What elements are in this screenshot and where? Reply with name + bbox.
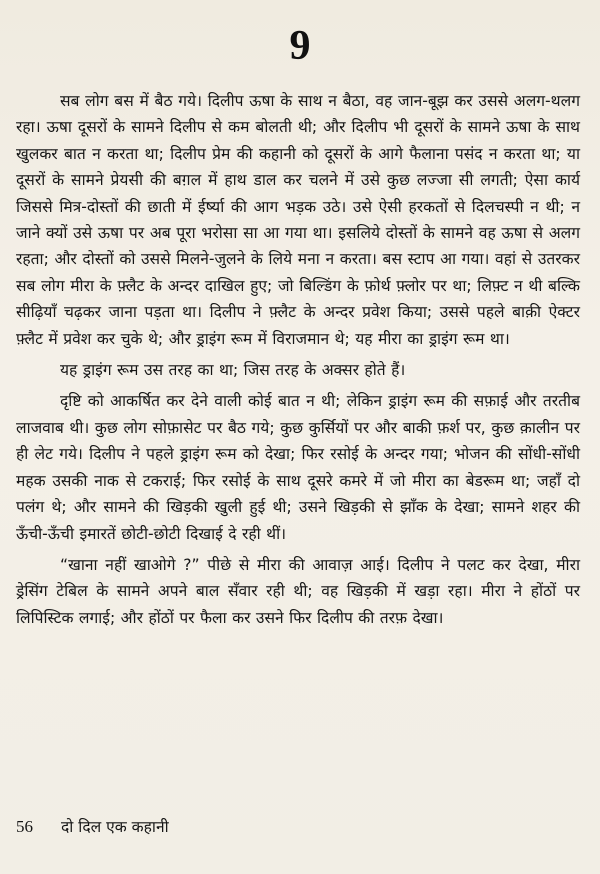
chapter-number: 9 <box>289 23 311 69</box>
page-footer <box>16 815 576 839</box>
page-number: 56 <box>16 817 33 836</box>
paragraph-4: “खाना नहीं खाओगे ?” पीछे से मीरा की आवाज़ आई। दिलीप ने पलट कर देखा, मीरा ड्रेसिंग टेबिल के सामने अपने बाल सँवार रही थी; वह खिड़की में खड़ा रहा। मीरा ने होंठों पर लिपिस्टिक लगाई; और होंठों पर फैला कर उसने फिर दिलीप की तरफ़ देखा। <box>16 555 580 627</box>
paragraph-1: सब लोग बस में बैठ गये। दिलीप ऊषा के साथ न बैठा, वह जान-बूझ कर उससे अलग-थलग रहा। ऊषा दूसरों के सामने दिलीप से कम बोलती थी; और दिलीप भी दूसरों के सामने ऊषा के साथ खुलकर बात न करता था; दिलीप प्रेम की कहानी को दूसरों के आगे फैलाना पसंद न करता था; या दूसरों के सामने प्रेयसी की बग़ल में हाथ डाल कर चलने में उसे कुछ लज्जा सी लगती; ऐसा कार्य जिससे मित्र-दोस्तों की छाती में ईर्ष्या की आग भड़क उठे। उसे ऐसी हरकतों से दिलचस्पी न थी; न जाने क्यों उसे ऊषा पर अब पूरा भरोसा सा आ गया था। इसलिये दोस्तों के सामने वह ऊषा से अलग रहता; और दोस्तों को उससे मिलने-जुलने के लिये मना न करता। बस स्टाप आ गया। वहां से उतरकर सब लोग मीरा के फ़्लैट के अन्दर दाखिल हुए; जो बिल्डिंग के फ़ोर्थ फ़्लोर पर था; लिफ़्ट न थी बल्कि सीढ़ियाँ चढ़कर जाना पड़ता था। दिलीप ने फ़्लैट के अन्दर प्रवेश किया; उससे पहले बाक़ी ऐक्टर फ़्लैट में प्रवेश कर चुके थे; और ड्राइंग रूम में विराजमान थे; यह मीरा का ड्राइंग रूम था। <box>16 92 580 348</box>
paragraph-2: यह ड्राइंग रूम उस तरह का था; जिस तरह के अक्सर होते हैं। <box>60 361 406 380</box>
body-text <box>16 88 580 631</box>
paragraph-3: दृष्टि को आकर्षित कर देने वाली कोई बात न थी; लेकिन ड्राइंग रूम की सफ़ाई और तरतीब लाजवाब थी। कुछ लोग सोफ़ासेट पर बैठ गये; कुछ कुर्सियों पर और बाकी फ़र्श पर, कुछ क़ालीन पर ही लेट गये। दिलीप ने पहले ड्राइंग रूम को देखा; फिर रसोई के अन्दर गया; भोजन की सोंधी-सोंधी महक उसकी नाक से टकराई; फिर रसोई के साथ दूसरे कमरे में जो मीरा का बेडरूम था; जहाँ दो पलंग थे; और सामने की खिड़की खुली हुई थी; उसने खिड़की से झाँक के देखा; सामने शहर की ऊँची-ऊँची इमारतें छोटी-छोटी दिखाई दे रही थीं। <box>16 392 580 543</box>
book-title: दो दिल एक कहानी <box>61 818 169 836</box>
